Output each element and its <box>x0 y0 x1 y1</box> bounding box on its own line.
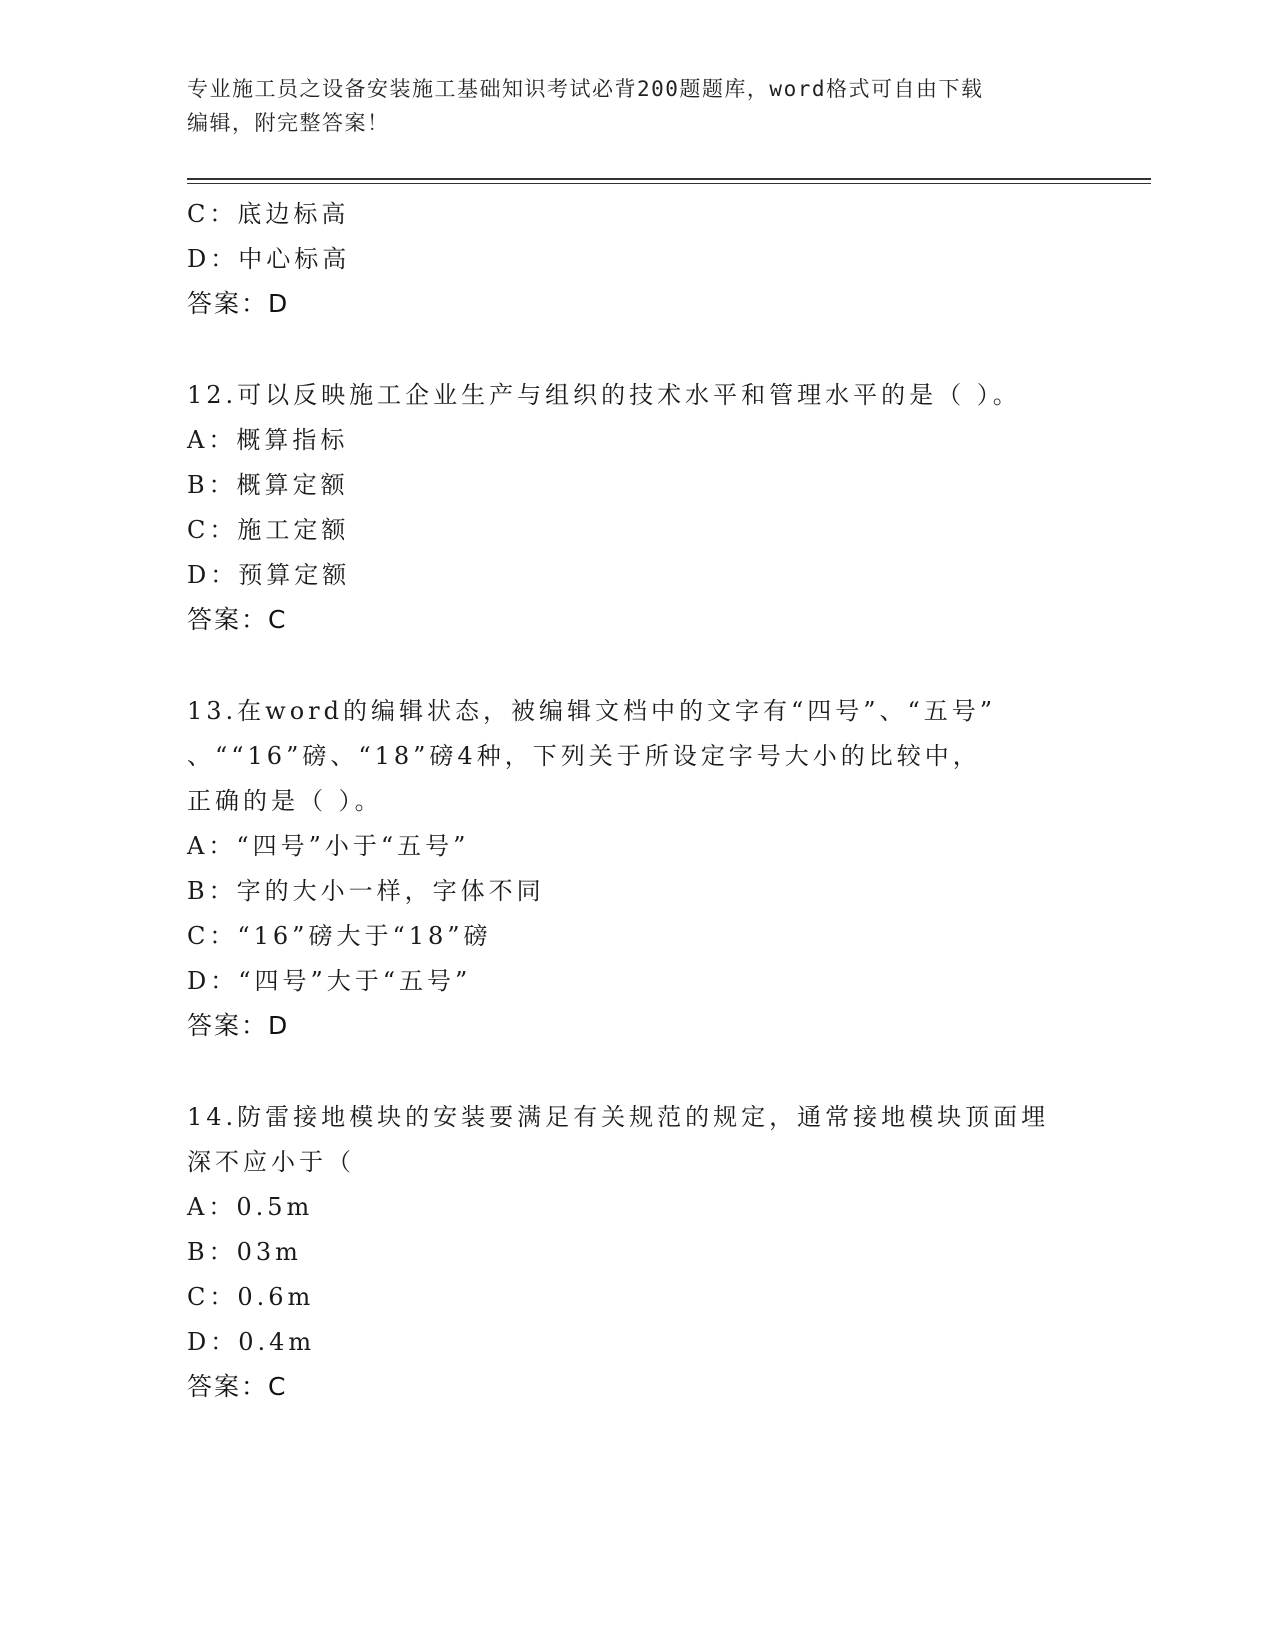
q12-answer: 答案：C <box>187 605 288 634</box>
document-header <box>187 72 1067 140</box>
q13-option-d: D：“四号”大于“五号” <box>187 967 472 995</box>
q14-option-b: B：03m <box>187 1238 302 1266</box>
q11-answer: 答案：D <box>187 289 290 318</box>
q13-stem-line-3: 正确的是（ ）。 <box>187 787 383 815</box>
q13-stem-line-2: 、““16”磅、“18”磅4种，下列关于所设定字号大小的比较中， <box>187 742 981 770</box>
q11-option-d: D：中心标高 <box>187 245 351 273</box>
q12-stem-line: 12.可以反映施工企业生产与组织的技术水平和管理水平的是（ ）。 <box>187 381 1021 409</box>
header-divider-thick <box>187 178 1151 180</box>
q11-option-c: C：底边标高 <box>187 200 350 228</box>
header-line-2: 编辑，附完整答案！ <box>187 111 390 135</box>
q14-answer: 答案：C <box>187 1372 288 1401</box>
q13-answer: 答案：D <box>187 1011 290 1040</box>
q12-option-a: A：概算指标 <box>187 426 349 454</box>
q12-option-c: C：施工定额 <box>187 516 350 544</box>
q14-option-a: A：0.5m <box>187 1193 314 1221</box>
q14-option-c: C：0.6m <box>187 1283 315 1311</box>
header-divider-thin <box>187 183 1151 184</box>
q12-option-d: D：预算定额 <box>187 561 351 589</box>
q12-option-b: B：概算定额 <box>187 471 349 499</box>
q13-stem-line-1: 13.在word的编辑状态，被编辑文档中的文字有“四号”、“五号” <box>187 697 997 725</box>
q13-option-b: B：字的大小一样，字体不同 <box>187 877 545 905</box>
header-line-1: 专业施工员之设备安装施工基础知识考试必背200题题库，word格式可自由下载 <box>187 77 984 101</box>
q14-option-d: D：0.4m <box>187 1328 316 1356</box>
q13-option-a: A：“四号”小于“五号” <box>187 832 470 860</box>
q13-option-c: C：“16”磅大于“18”磅 <box>187 922 492 950</box>
q14-stem-line-2: 深不应小于（ <box>187 1148 355 1176</box>
q14-stem-line-1: 14.防雷接地模块的安装要满足有关规范的规定，通常接地模块顶面埋 <box>187 1103 1050 1131</box>
